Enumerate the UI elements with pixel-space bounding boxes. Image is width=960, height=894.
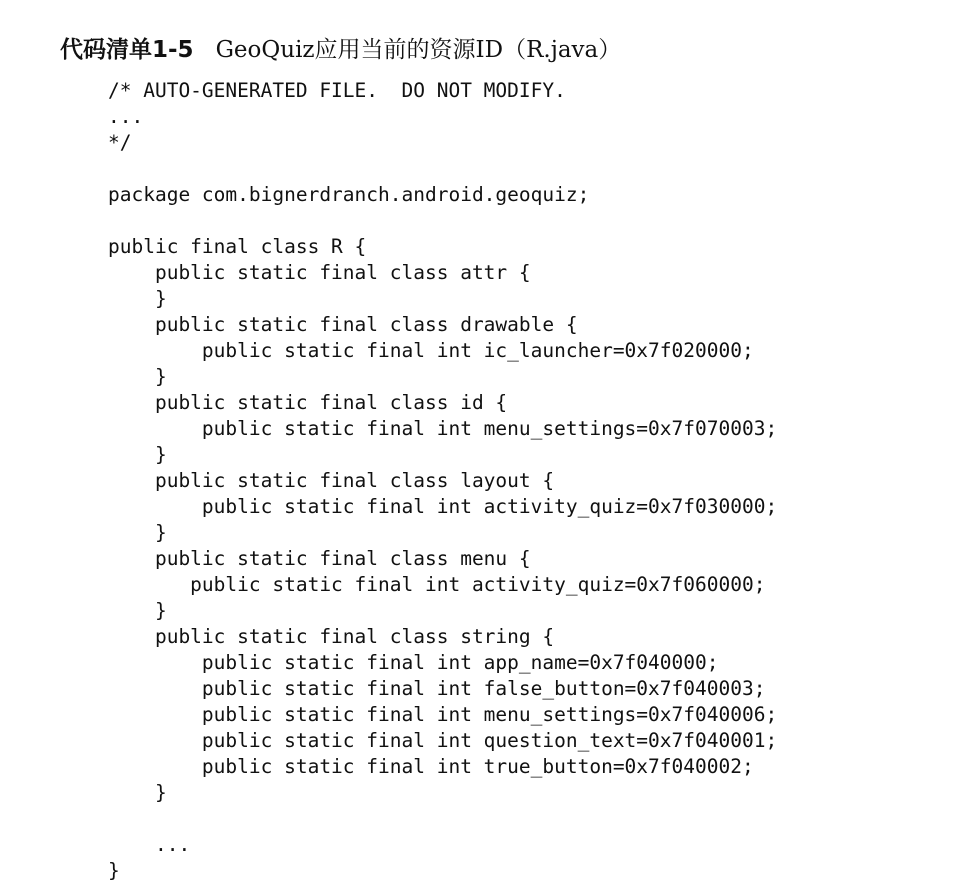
code-line: */ <box>108 131 132 154</box>
code-line: public static final int activity_quiz=0x7f060000; <box>108 573 766 596</box>
code-line: } <box>108 443 167 466</box>
code-line: public static final int question_text=0x7f040001; <box>108 729 778 752</box>
listing-heading <box>60 33 621 67</box>
listing-label: 代码清单1-5 <box>60 37 194 63</box>
code-line: public static final int menu_settings=0x7f040006; <box>108 703 778 726</box>
code-line: package com.bignerdranch.android.geoquiz; <box>108 183 590 206</box>
code-line: } <box>108 287 167 310</box>
code-line <box>108 806 777 832</box>
code-line: public static final int true_button=0x7f040002; <box>108 755 754 778</box>
code-line: ... <box>108 833 191 856</box>
code-line: ... <box>108 105 144 128</box>
code-line: public static final class id { <box>108 391 508 414</box>
code-line: } <box>108 781 167 804</box>
code-line: } <box>108 859 120 882</box>
code-line: public static final int activity_quiz=0x7f030000; <box>108 495 778 518</box>
code-line: public static final int false_button=0x7f040003; <box>108 677 766 700</box>
code-line: } <box>108 521 167 544</box>
code-line <box>108 208 777 234</box>
code-line: public static final class menu { <box>108 547 531 570</box>
code-line: public static final class string { <box>108 625 555 648</box>
listing-caption: GeoQuiz应用当前的资源ID（R.java） <box>215 37 622 63</box>
code-line: public static final class attr { <box>108 261 531 284</box>
code-line: public static final int menu_settings=0x7f070003; <box>108 417 778 440</box>
code-line: public static final int ic_launcher=0x7f020000; <box>108 339 754 362</box>
code-line: public final class R { <box>108 235 367 258</box>
code-line: public static final class layout { <box>108 469 555 492</box>
code-line: } <box>108 599 167 622</box>
code-line <box>108 156 777 182</box>
code-line: public static final int app_name=0x7f040000; <box>108 651 719 674</box>
code-line: /* AUTO-GENERATED FILE. DO NOT MODIFY. <box>108 79 566 102</box>
code-listing <box>108 78 777 884</box>
code-line: } <box>108 365 167 388</box>
code-line: public static final class drawable { <box>108 313 578 336</box>
